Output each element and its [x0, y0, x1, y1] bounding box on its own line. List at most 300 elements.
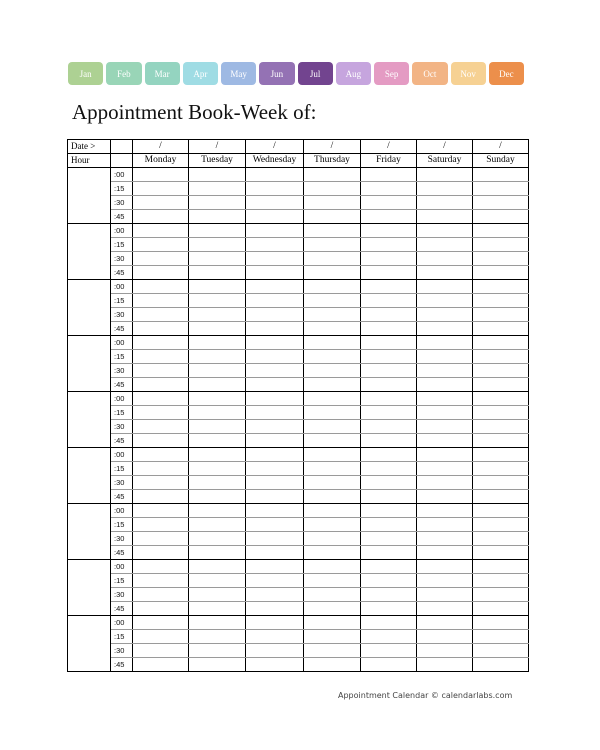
- appointment-cell-tuesday[interactable]: [189, 434, 246, 448]
- appointment-cell-wednesday[interactable]: [246, 406, 304, 420]
- appointment-cell-monday[interactable]: [133, 336, 189, 350]
- appointment-cell-thursday[interactable]: [304, 560, 361, 574]
- appointment-cell-sunday[interactable]: [473, 266, 529, 280]
- hour-cell[interactable]: [68, 182, 111, 196]
- appointment-cell-monday[interactable]: [133, 644, 189, 658]
- appointment-cell-friday[interactable]: [361, 616, 417, 630]
- hour-cell[interactable]: [68, 602, 111, 616]
- appointment-cell-saturday[interactable]: [417, 350, 473, 364]
- appointment-cell-tuesday[interactable]: [189, 588, 246, 602]
- appointment-cell-sunday[interactable]: [473, 336, 529, 350]
- appointment-cell-thursday[interactable]: [304, 448, 361, 462]
- appointment-cell-friday[interactable]: [361, 518, 417, 532]
- appointment-cell-monday[interactable]: [133, 490, 189, 504]
- appointment-cell-monday[interactable]: [133, 168, 189, 182]
- date-slot-monday[interactable]: /: [133, 140, 189, 154]
- hour-cell[interactable]: [68, 518, 111, 532]
- hour-cell[interactable]: [68, 588, 111, 602]
- appointment-cell-monday[interactable]: [133, 294, 189, 308]
- date-slot-sunday[interactable]: /: [473, 140, 529, 154]
- appointment-cell-monday[interactable]: [133, 252, 189, 266]
- appointment-cell-wednesday[interactable]: [246, 168, 304, 182]
- appointment-cell-saturday[interactable]: [417, 196, 473, 210]
- appointment-cell-sunday[interactable]: [473, 532, 529, 546]
- appointment-cell-tuesday[interactable]: [189, 308, 246, 322]
- hour-cell[interactable]: [68, 308, 111, 322]
- appointment-cell-saturday[interactable]: [417, 420, 473, 434]
- hour-cell[interactable]: [68, 252, 111, 266]
- appointment-cell-saturday[interactable]: [417, 630, 473, 644]
- appointment-cell-saturday[interactable]: [417, 280, 473, 294]
- appointment-cell-thursday[interactable]: [304, 588, 361, 602]
- appointment-cell-saturday[interactable]: [417, 322, 473, 336]
- appointment-cell-wednesday[interactable]: [246, 322, 304, 336]
- appointment-cell-saturday[interactable]: [417, 308, 473, 322]
- appointment-cell-tuesday[interactable]: [189, 574, 246, 588]
- appointment-cell-tuesday[interactable]: [189, 448, 246, 462]
- appointment-cell-tuesday[interactable]: [189, 350, 246, 364]
- appointment-cell-monday[interactable]: [133, 308, 189, 322]
- appointment-cell-thursday[interactable]: [304, 168, 361, 182]
- appointment-cell-wednesday[interactable]: [246, 350, 304, 364]
- appointment-cell-monday[interactable]: [133, 322, 189, 336]
- appointment-cell-tuesday[interactable]: [189, 168, 246, 182]
- appointment-cell-tuesday[interactable]: [189, 602, 246, 616]
- appointment-cell-monday[interactable]: [133, 406, 189, 420]
- appointment-cell-sunday[interactable]: [473, 350, 529, 364]
- appointment-cell-monday[interactable]: [133, 210, 189, 224]
- appointment-cell-tuesday[interactable]: [189, 196, 246, 210]
- appointment-cell-sunday[interactable]: [473, 168, 529, 182]
- appointment-cell-monday[interactable]: [133, 504, 189, 518]
- hour-cell[interactable]: [68, 448, 111, 462]
- appointment-cell-sunday[interactable]: [473, 546, 529, 560]
- appointment-cell-thursday[interactable]: [304, 266, 361, 280]
- appointment-cell-saturday[interactable]: [417, 588, 473, 602]
- appointment-cell-thursday[interactable]: [304, 182, 361, 196]
- appointment-cell-thursday[interactable]: [304, 616, 361, 630]
- appointment-cell-saturday[interactable]: [417, 266, 473, 280]
- appointment-cell-wednesday[interactable]: [246, 294, 304, 308]
- appointment-cell-wednesday[interactable]: [246, 462, 304, 476]
- hour-cell[interactable]: [68, 364, 111, 378]
- appointment-cell-wednesday[interactable]: [246, 602, 304, 616]
- appointment-cell-wednesday[interactable]: [246, 574, 304, 588]
- month-tab-jul[interactable]: Jul: [298, 62, 333, 85]
- month-tab-dec[interactable]: Dec: [489, 62, 524, 85]
- appointment-cell-thursday[interactable]: [304, 434, 361, 448]
- appointment-cell-tuesday[interactable]: [189, 490, 246, 504]
- appointment-cell-saturday[interactable]: [417, 616, 473, 630]
- appointment-cell-wednesday[interactable]: [246, 266, 304, 280]
- month-tab-mar[interactable]: Mar: [145, 62, 180, 85]
- appointment-cell-saturday[interactable]: [417, 574, 473, 588]
- appointment-cell-thursday[interactable]: [304, 504, 361, 518]
- appointment-cell-tuesday[interactable]: [189, 182, 246, 196]
- appointment-cell-thursday[interactable]: [304, 532, 361, 546]
- appointment-cell-monday[interactable]: [133, 196, 189, 210]
- appointment-cell-sunday[interactable]: [473, 462, 529, 476]
- appointment-cell-friday[interactable]: [361, 546, 417, 560]
- appointment-cell-friday[interactable]: [361, 336, 417, 350]
- date-slot-friday[interactable]: /: [361, 140, 417, 154]
- appointment-cell-monday[interactable]: [133, 378, 189, 392]
- appointment-cell-friday[interactable]: [361, 364, 417, 378]
- appointment-cell-friday[interactable]: [361, 574, 417, 588]
- appointment-cell-friday[interactable]: [361, 266, 417, 280]
- appointment-cell-saturday[interactable]: [417, 560, 473, 574]
- appointment-cell-monday[interactable]: [133, 238, 189, 252]
- appointment-cell-wednesday[interactable]: [246, 518, 304, 532]
- hour-cell[interactable]: [68, 350, 111, 364]
- date-slot-tuesday[interactable]: /: [189, 140, 246, 154]
- appointment-cell-monday[interactable]: [133, 518, 189, 532]
- appointment-cell-tuesday[interactable]: [189, 280, 246, 294]
- appointment-cell-sunday[interactable]: [473, 434, 529, 448]
- appointment-cell-thursday[interactable]: [304, 490, 361, 504]
- appointment-cell-saturday[interactable]: [417, 546, 473, 560]
- appointment-cell-saturday[interactable]: [417, 168, 473, 182]
- appointment-cell-monday[interactable]: [133, 224, 189, 238]
- appointment-cell-monday[interactable]: [133, 392, 189, 406]
- appointment-cell-wednesday[interactable]: [246, 616, 304, 630]
- hour-cell[interactable]: [68, 476, 111, 490]
- hour-cell[interactable]: [68, 434, 111, 448]
- hour-cell[interactable]: [68, 504, 111, 518]
- appointment-cell-tuesday[interactable]: [189, 392, 246, 406]
- appointment-cell-friday[interactable]: [361, 630, 417, 644]
- appointment-cell-tuesday[interactable]: [189, 322, 246, 336]
- appointment-cell-thursday[interactable]: [304, 462, 361, 476]
- appointment-cell-friday[interactable]: [361, 182, 417, 196]
- appointment-cell-tuesday[interactable]: [189, 476, 246, 490]
- appointment-cell-wednesday[interactable]: [246, 448, 304, 462]
- appointment-cell-sunday[interactable]: [473, 252, 529, 266]
- appointment-cell-tuesday[interactable]: [189, 238, 246, 252]
- appointment-cell-saturday[interactable]: [417, 504, 473, 518]
- appointment-cell-tuesday[interactable]: [189, 560, 246, 574]
- appointment-cell-thursday[interactable]: [304, 546, 361, 560]
- appointment-cell-sunday[interactable]: [473, 196, 529, 210]
- appointment-cell-sunday[interactable]: [473, 658, 529, 672]
- appointment-cell-wednesday[interactable]: [246, 504, 304, 518]
- appointment-cell-friday[interactable]: [361, 434, 417, 448]
- appointment-cell-friday[interactable]: [361, 532, 417, 546]
- appointment-cell-monday[interactable]: [133, 616, 189, 630]
- hour-cell[interactable]: [68, 546, 111, 560]
- appointment-cell-saturday[interactable]: [417, 378, 473, 392]
- appointment-cell-friday[interactable]: [361, 350, 417, 364]
- hour-cell[interactable]: [68, 406, 111, 420]
- appointment-cell-thursday[interactable]: [304, 574, 361, 588]
- hour-cell[interactable]: [68, 658, 111, 672]
- appointment-cell-friday[interactable]: [361, 210, 417, 224]
- appointment-cell-monday[interactable]: [133, 364, 189, 378]
- appointment-cell-sunday[interactable]: [473, 490, 529, 504]
- appointment-cell-sunday[interactable]: [473, 518, 529, 532]
- appointment-cell-tuesday[interactable]: [189, 504, 246, 518]
- appointment-cell-friday[interactable]: [361, 448, 417, 462]
- appointment-cell-thursday[interactable]: [304, 294, 361, 308]
- month-tab-nov[interactable]: Nov: [451, 62, 486, 85]
- appointment-cell-monday[interactable]: [133, 658, 189, 672]
- appointment-cell-sunday[interactable]: [473, 602, 529, 616]
- appointment-cell-monday[interactable]: [133, 532, 189, 546]
- appointment-cell-thursday[interactable]: [304, 364, 361, 378]
- appointment-cell-wednesday[interactable]: [246, 658, 304, 672]
- appointment-cell-saturday[interactable]: [417, 448, 473, 462]
- appointment-cell-saturday[interactable]: [417, 658, 473, 672]
- appointment-cell-saturday[interactable]: [417, 364, 473, 378]
- appointment-cell-wednesday[interactable]: [246, 210, 304, 224]
- hour-cell[interactable]: [68, 392, 111, 406]
- appointment-cell-thursday[interactable]: [304, 518, 361, 532]
- appointment-cell-friday[interactable]: [361, 308, 417, 322]
- appointment-cell-thursday[interactable]: [304, 336, 361, 350]
- appointment-cell-friday[interactable]: [361, 224, 417, 238]
- appointment-cell-wednesday[interactable]: [246, 224, 304, 238]
- appointment-cell-thursday[interactable]: [304, 420, 361, 434]
- appointment-cell-wednesday[interactable]: [246, 644, 304, 658]
- appointment-cell-saturday[interactable]: [417, 210, 473, 224]
- hour-cell[interactable]: [68, 490, 111, 504]
- appointment-cell-friday[interactable]: [361, 406, 417, 420]
- appointment-cell-sunday[interactable]: [473, 448, 529, 462]
- appointment-cell-saturday[interactable]: [417, 532, 473, 546]
- appointment-cell-saturday[interactable]: [417, 490, 473, 504]
- appointment-cell-wednesday[interactable]: [246, 336, 304, 350]
- appointment-cell-tuesday[interactable]: [189, 420, 246, 434]
- hour-cell[interactable]: [68, 462, 111, 476]
- hour-cell[interactable]: [68, 266, 111, 280]
- appointment-cell-sunday[interactable]: [473, 322, 529, 336]
- appointment-cell-sunday[interactable]: [473, 476, 529, 490]
- appointment-cell-monday[interactable]: [133, 560, 189, 574]
- hour-cell[interactable]: [68, 210, 111, 224]
- appointment-cell-saturday[interactable]: [417, 462, 473, 476]
- appointment-cell-sunday[interactable]: [473, 392, 529, 406]
- appointment-cell-saturday[interactable]: [417, 238, 473, 252]
- month-tab-sep[interactable]: Sep: [374, 62, 409, 85]
- hour-cell[interactable]: [68, 168, 111, 182]
- month-tab-aug[interactable]: Aug: [336, 62, 371, 85]
- appointment-cell-wednesday[interactable]: [246, 364, 304, 378]
- appointment-cell-friday[interactable]: [361, 476, 417, 490]
- hour-cell[interactable]: [68, 322, 111, 336]
- appointment-cell-friday[interactable]: [361, 252, 417, 266]
- appointment-cell-sunday[interactable]: [473, 224, 529, 238]
- appointment-cell-thursday[interactable]: [304, 280, 361, 294]
- appointment-cell-thursday[interactable]: [304, 476, 361, 490]
- appointment-cell-saturday[interactable]: [417, 518, 473, 532]
- appointment-cell-monday[interactable]: [133, 182, 189, 196]
- appointment-cell-friday[interactable]: [361, 420, 417, 434]
- appointment-cell-friday[interactable]: [361, 322, 417, 336]
- appointment-cell-friday[interactable]: [361, 294, 417, 308]
- appointment-cell-wednesday[interactable]: [246, 630, 304, 644]
- appointment-cell-saturday[interactable]: [417, 476, 473, 490]
- appointment-cell-friday[interactable]: [361, 602, 417, 616]
- hour-cell[interactable]: [68, 378, 111, 392]
- appointment-cell-wednesday[interactable]: [246, 490, 304, 504]
- appointment-cell-monday[interactable]: [133, 420, 189, 434]
- appointment-cell-wednesday[interactable]: [246, 280, 304, 294]
- appointment-cell-friday[interactable]: [361, 560, 417, 574]
- appointment-cell-tuesday[interactable]: [189, 210, 246, 224]
- appointment-cell-thursday[interactable]: [304, 406, 361, 420]
- hour-cell[interactable]: [68, 532, 111, 546]
- appointment-cell-saturday[interactable]: [417, 336, 473, 350]
- appointment-cell-monday[interactable]: [133, 350, 189, 364]
- appointment-cell-tuesday[interactable]: [189, 336, 246, 350]
- appointment-cell-wednesday[interactable]: [246, 182, 304, 196]
- hour-cell[interactable]: [68, 630, 111, 644]
- appointment-cell-monday[interactable]: [133, 602, 189, 616]
- appointment-cell-friday[interactable]: [361, 238, 417, 252]
- month-tab-may[interactable]: May: [221, 62, 256, 85]
- hour-cell[interactable]: [68, 560, 111, 574]
- appointment-cell-thursday[interactable]: [304, 224, 361, 238]
- appointment-cell-friday[interactable]: [361, 504, 417, 518]
- appointment-cell-wednesday[interactable]: [246, 392, 304, 406]
- appointment-cell-tuesday[interactable]: [189, 518, 246, 532]
- appointment-cell-tuesday[interactable]: [189, 462, 246, 476]
- appointment-cell-sunday[interactable]: [473, 182, 529, 196]
- appointment-cell-tuesday[interactable]: [189, 630, 246, 644]
- appointment-cell-monday[interactable]: [133, 630, 189, 644]
- appointment-cell-tuesday[interactable]: [189, 616, 246, 630]
- appointment-cell-sunday[interactable]: [473, 630, 529, 644]
- appointment-cell-sunday[interactable]: [473, 210, 529, 224]
- appointment-cell-monday[interactable]: [133, 476, 189, 490]
- appointment-cell-sunday[interactable]: [473, 560, 529, 574]
- appointment-cell-sunday[interactable]: [473, 308, 529, 322]
- appointment-cell-wednesday[interactable]: [246, 546, 304, 560]
- appointment-cell-tuesday[interactable]: [189, 378, 246, 392]
- appointment-cell-tuesday[interactable]: [189, 252, 246, 266]
- appointment-cell-wednesday[interactable]: [246, 532, 304, 546]
- appointment-cell-friday[interactable]: [361, 462, 417, 476]
- appointment-cell-wednesday[interactable]: [246, 252, 304, 266]
- appointment-cell-sunday[interactable]: [473, 406, 529, 420]
- month-tab-jun[interactable]: Jun: [259, 62, 294, 85]
- appointment-cell-saturday[interactable]: [417, 602, 473, 616]
- month-tab-feb[interactable]: Feb: [106, 62, 141, 85]
- date-slot-saturday[interactable]: /: [417, 140, 473, 154]
- appointment-cell-thursday[interactable]: [304, 644, 361, 658]
- month-tab-oct[interactable]: Oct: [412, 62, 447, 85]
- month-tab-jan[interactable]: Jan: [68, 62, 103, 85]
- appointment-cell-monday[interactable]: [133, 280, 189, 294]
- appointment-cell-sunday[interactable]: [473, 588, 529, 602]
- appointment-cell-friday[interactable]: [361, 280, 417, 294]
- appointment-cell-sunday[interactable]: [473, 644, 529, 658]
- appointment-cell-thursday[interactable]: [304, 602, 361, 616]
- appointment-cell-saturday[interactable]: [417, 392, 473, 406]
- appointment-cell-saturday[interactable]: [417, 252, 473, 266]
- appointment-cell-monday[interactable]: [133, 434, 189, 448]
- appointment-cell-sunday[interactable]: [473, 574, 529, 588]
- hour-cell[interactable]: [68, 196, 111, 210]
- appointment-cell-friday[interactable]: [361, 378, 417, 392]
- appointment-cell-tuesday[interactable]: [189, 364, 246, 378]
- appointment-cell-thursday[interactable]: [304, 630, 361, 644]
- appointment-cell-saturday[interactable]: [417, 644, 473, 658]
- appointment-cell-tuesday[interactable]: [189, 532, 246, 546]
- appointment-cell-tuesday[interactable]: [189, 546, 246, 560]
- appointment-cell-thursday[interactable]: [304, 308, 361, 322]
- appointment-cell-friday[interactable]: [361, 196, 417, 210]
- appointment-cell-saturday[interactable]: [417, 434, 473, 448]
- date-slot-thursday[interactable]: /: [304, 140, 361, 154]
- appointment-cell-saturday[interactable]: [417, 294, 473, 308]
- appointment-cell-sunday[interactable]: [473, 364, 529, 378]
- hour-cell[interactable]: [68, 644, 111, 658]
- appointment-cell-saturday[interactable]: [417, 406, 473, 420]
- appointment-cell-tuesday[interactable]: [189, 644, 246, 658]
- appointment-cell-friday[interactable]: [361, 658, 417, 672]
- appointment-cell-monday[interactable]: [133, 574, 189, 588]
- appointment-cell-sunday[interactable]: [473, 238, 529, 252]
- appointment-cell-wednesday[interactable]: [246, 238, 304, 252]
- appointment-cell-wednesday[interactable]: [246, 420, 304, 434]
- hour-cell[interactable]: [68, 616, 111, 630]
- appointment-cell-thursday[interactable]: [304, 322, 361, 336]
- appointment-cell-tuesday[interactable]: [189, 658, 246, 672]
- appointment-cell-saturday[interactable]: [417, 182, 473, 196]
- hour-cell[interactable]: [68, 294, 111, 308]
- appointment-cell-tuesday[interactable]: [189, 294, 246, 308]
- appointment-cell-wednesday[interactable]: [246, 308, 304, 322]
- appointment-cell-wednesday[interactable]: [246, 434, 304, 448]
- appointment-cell-sunday[interactable]: [473, 378, 529, 392]
- appointment-cell-thursday[interactable]: [304, 378, 361, 392]
- appointment-cell-wednesday[interactable]: [246, 196, 304, 210]
- appointment-cell-friday[interactable]: [361, 490, 417, 504]
- appointment-cell-thursday[interactable]: [304, 350, 361, 364]
- appointment-cell-sunday[interactable]: [473, 616, 529, 630]
- appointment-cell-thursday[interactable]: [304, 658, 361, 672]
- appointment-cell-wednesday[interactable]: [246, 588, 304, 602]
- appointment-cell-thursday[interactable]: [304, 196, 361, 210]
- appointment-cell-thursday[interactable]: [304, 392, 361, 406]
- appointment-cell-monday[interactable]: [133, 448, 189, 462]
- month-tab-apr[interactable]: Apr: [183, 62, 218, 85]
- appointment-cell-monday[interactable]: [133, 588, 189, 602]
- appointment-cell-wednesday[interactable]: [246, 378, 304, 392]
- appointment-cell-sunday[interactable]: [473, 504, 529, 518]
- appointment-cell-wednesday[interactable]: [246, 476, 304, 490]
- appointment-cell-saturday[interactable]: [417, 224, 473, 238]
- appointment-cell-thursday[interactable]: [304, 210, 361, 224]
- appointment-cell-thursday[interactable]: [304, 238, 361, 252]
- appointment-cell-monday[interactable]: [133, 266, 189, 280]
- appointment-cell-friday[interactable]: [361, 644, 417, 658]
- appointment-cell-monday[interactable]: [133, 462, 189, 476]
- appointment-cell-thursday[interactable]: [304, 252, 361, 266]
- hour-cell[interactable]: [68, 224, 111, 238]
- hour-cell[interactable]: [68, 574, 111, 588]
- appointment-cell-sunday[interactable]: [473, 280, 529, 294]
- appointment-cell-tuesday[interactable]: [189, 224, 246, 238]
- appointment-cell-tuesday[interactable]: [189, 406, 246, 420]
- appointment-cell-monday[interactable]: [133, 546, 189, 560]
- appointment-cell-friday[interactable]: [361, 392, 417, 406]
- hour-cell[interactable]: [68, 420, 111, 434]
- hour-cell[interactable]: [68, 280, 111, 294]
- appointment-cell-friday[interactable]: [361, 588, 417, 602]
- appointment-cell-sunday[interactable]: [473, 294, 529, 308]
